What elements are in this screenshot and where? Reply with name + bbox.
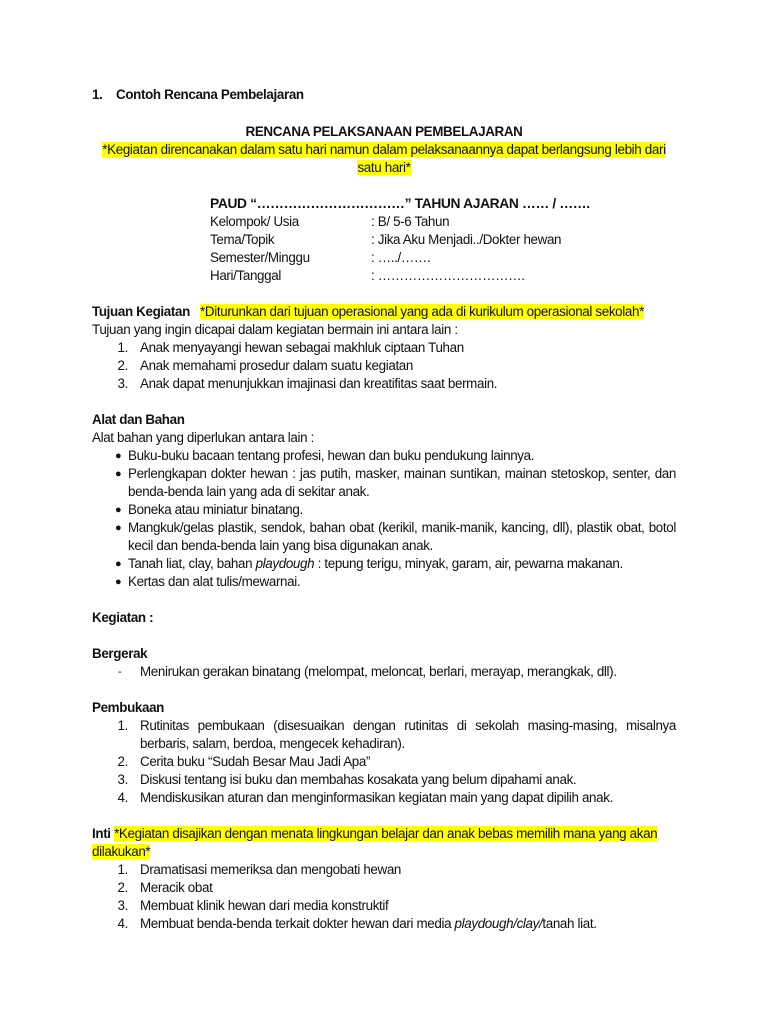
kegiatan-title: Kegiatan : [92, 610, 154, 625]
alat-intro: Alat bahan yang diperlukan antara lain : [92, 430, 314, 445]
alat-title: Alat dan Bahan [92, 412, 185, 427]
info-label: Semester/Minggu [210, 250, 310, 265]
list-item: 2. Meracik obat [117, 880, 213, 895]
list-item: - Menirukan gerakan binatang (melompat, meloncat, berlari, merayap, merangkak, dll). [92, 663, 676, 681]
rpp-heading-note [92, 141, 676, 177]
tujuan-heading [92, 303, 676, 321]
list-item: 1. Anak menyayangi hewan sebagai makhluk ciptaan Tuhan [117, 340, 464, 355]
bullet-icon: ● [115, 468, 122, 480]
info-row [210, 249, 676, 267]
info-row [210, 267, 676, 285]
tujuan-note: *Diturunkan dari tujuan operasional yang ada di kurikulum operasional sekolah* [200, 304, 644, 319]
bullet-icon: ● [115, 450, 122, 462]
inti-heading [92, 825, 676, 861]
bullet-icon: ● [115, 522, 122, 534]
info-label: Kelompok/ Usia [210, 214, 299, 229]
tujuan-title: Tujuan Kegiatan [92, 304, 190, 319]
list-item: ● Perlengkapan dokter hewan : jas putih, masker, mainan suntikan, mainan stetoskop, senter, dan benda-benda lain yang ada di sekitar anak. [92, 465, 676, 501]
inti-note: *Kegiatan disajikan dengan menata lingkungan belajar dan anak bebas memilih mana yang akan dilakukan* [92, 826, 658, 859]
list-item: 4. Membuat benda-benda terkait dokter hewan dari media playdough/clay/tanah liat. [117, 916, 597, 931]
inti-title: Inti [92, 826, 111, 841]
list-item: ● Mangkuk/gelas plastik, sendok, bahan obat (kerikil, manik-manik, kancing, dll), plastik obat, botol kecil dan benda-benda lain yang bisa digunakan anak. [92, 519, 676, 555]
info-value: : …../……. [371, 250, 431, 265]
info-value: : Jika Aku Menjadi../Dokter hewan [371, 232, 562, 247]
info-row [210, 231, 676, 249]
tujuan-list [92, 339, 676, 393]
list-item: 2. Cerita buku “Sudah Besar Mau Jadi Apa” [117, 754, 371, 769]
alat-list [92, 447, 676, 591]
list-item: ● Buku-buku bacaan tentang profesi, hewan dan buku pendukung lainnya. [92, 447, 676, 465]
list-item: 4. Mendiskusikan aturan dan menginformasikan kegiatan main yang dapat dipilih anak. [117, 790, 613, 805]
info-value: : ……………………………. [371, 268, 525, 283]
list-item: 1. Dramatisasi memeriksa dan mengobati hewan [117, 862, 402, 877]
section-number: 1. [92, 87, 103, 102]
list-item: 1. Rutinitas pembukaan (disesuaikan dengan rutinitas di sekolah masing-masing, misalnya berbaris, salam, berdoa, mengecek kehadiran). [117, 718, 676, 751]
info-label: Hari/Tanggal [210, 268, 281, 283]
section-title: Contoh Rencana Pembelajaran [116, 87, 304, 102]
tujuan-intro: Tujuan yang ingin dicapai dalam kegiatan bermain ini antara lain : [92, 322, 458, 337]
pembukaan-list [92, 717, 676, 807]
list-item: 3. Membuat klinik hewan dari media konstruktif [117, 898, 389, 913]
rpp-heading: RENCANA PELAKSANAAN PEMBELAJARAN [245, 124, 523, 139]
pembukaan-title: Pembukaan [92, 700, 165, 715]
list-item: 3. Diskusi tentang isi buku dan membahas kosakata yang belum dipahami anak. [117, 772, 577, 787]
list-item: ● Boneka atau miniatur binatang. [92, 501, 676, 519]
dash-marker: - [118, 666, 122, 678]
list-item: 3. Anak dapat menunjukkan imajinasi dan kreatifitas saat bermain. [117, 376, 498, 391]
paud-line: PAUD “……………………………” TAHUN AJARAN …… / ……. [210, 196, 590, 211]
info-row [210, 213, 676, 231]
rpp-heading-note-text: *Kegiatan direncanakan dalam satu hari namun dalam pelaksanaannya dapat berlangsung lebih dari satu hari* [102, 142, 666, 175]
bergerak-title: Bergerak [92, 646, 148, 661]
document-page [92, 86, 676, 933]
info-label: Tema/Topik [210, 232, 275, 247]
list-item: ● Tanah liat, clay, bahan playdough : tepung terigu, minyak, garam, air, pewarna makanan. [92, 555, 676, 573]
info-table [92, 213, 676, 285]
list-item: 2. Anak memahami prosedur dalam suatu kegiatan [117, 358, 414, 373]
bullet-icon: ● [115, 504, 122, 516]
list-item: ● Kertas dan alat tulis/mewarnai. [92, 573, 676, 591]
inti-list [92, 861, 676, 933]
section-heading [92, 86, 676, 104]
bullet-icon: ● [115, 576, 122, 588]
bergerak-list [92, 663, 676, 681]
bullet-icon: ● [115, 558, 122, 570]
info-value: : B/ 5-6 Tahun [371, 214, 450, 229]
